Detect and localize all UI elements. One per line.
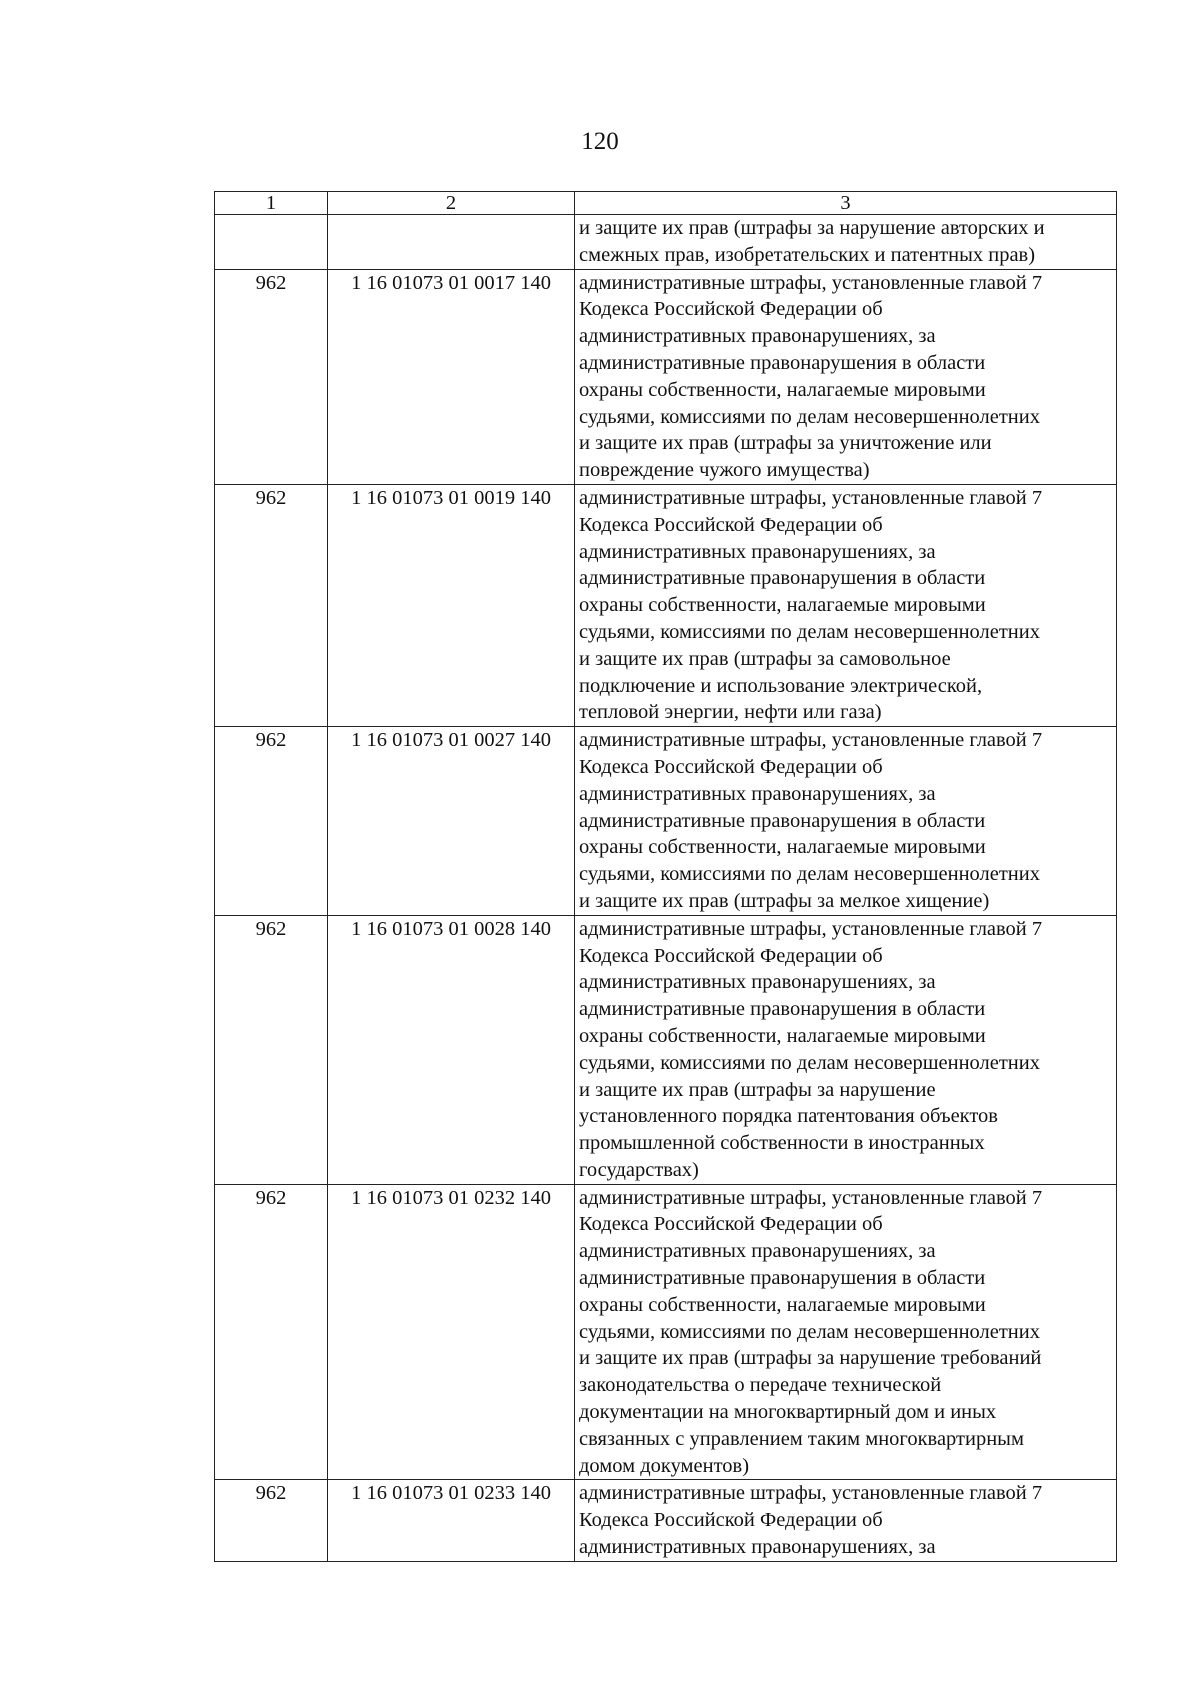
admin-code-cell: 962 — [215, 915, 328, 1184]
kbk-code-cell: 1 16 01073 01 0232 140 — [328, 1184, 575, 1480]
admin-code-cell — [215, 215, 328, 270]
admin-code-cell: 962 — [215, 484, 328, 726]
description-cell: административные штрафы, установленные главой 7 Кодекса Российской Федерации об административных правонарушениях, за административные правонарушения в области охраны собственности, налагаемые мировыми судьями, комиссиями по делам несовершеннолетних и защите их прав (штрафы за самовольное подключение и использование электрической, тепловой энергии, нефти или газа) — [575, 484, 1117, 726]
table-row — [215, 1184, 1117, 1480]
page-number: 120 — [581, 128, 619, 155]
description-cell: административные штрафы, установленные главой 7 Кодекса Российской Федерации об административных правонарушениях, за — [575, 1480, 1117, 1561]
column-header-2: 2 — [328, 192, 575, 215]
table-header-row — [215, 192, 1117, 215]
kbk-code-cell — [328, 215, 575, 270]
description-cell: и защите их прав (штрафы за нарушение авторских и смежных прав, изобретательских и патентных прав) — [575, 215, 1117, 270]
admin-code-cell: 962 — [215, 269, 328, 484]
kbk-code-cell: 1 16 01073 01 0027 140 — [328, 727, 575, 916]
description-cell: административные штрафы, установленные главой 7 Кодекса Российской Федерации об административных правонарушениях, за административные правонарушения в области охраны собственности, налагаемые мировыми судьями, комиссиями по делам несовершеннолетних и защите их прав (штрафы за мелкое хищение) — [575, 727, 1117, 916]
column-header-3: 3 — [575, 192, 1117, 215]
column-header-1: 1 — [215, 192, 328, 215]
table-row — [215, 915, 1117, 1184]
description-cell: административные штрафы, установленные главой 7 Кодекса Российской Федерации об административных правонарушениях, за административные правонарушения в области охраны собственности, налагаемые мировыми судьями, комиссиями по делам несовершеннолетних и защите их прав (штрафы за уничтожение или повреждение чужого имущества) — [575, 269, 1117, 484]
kbk-code-cell: 1 16 01073 01 0017 140 — [328, 269, 575, 484]
admin-code-cell: 962 — [215, 1480, 328, 1561]
table-row — [215, 215, 1117, 270]
admin-code-cell: 962 — [215, 1184, 328, 1480]
table-row — [215, 727, 1117, 916]
kbk-code-cell: 1 16 01073 01 0233 140 — [328, 1480, 575, 1561]
description-cell: административные штрафы, установленные главой 7 Кодекса Российской Федерации об административных правонарушениях, за административные правонарушения в области охраны собственности, налагаемые мировыми судьями, комиссиями по делам несовершеннолетних и защите их прав (штрафы за нарушение установленного порядка патентования объектов промышленной собственности в иностранных государствах) — [575, 915, 1117, 1184]
table-row — [215, 269, 1117, 484]
kbk-code-cell: 1 16 01073 01 0019 140 — [328, 484, 575, 726]
table-row — [215, 1480, 1117, 1561]
description-cell: административные штрафы, установленные главой 7 Кодекса Российской Федерации об административных правонарушениях, за административные правонарушения в области охраны собственности, налагаемые мировыми судьями, комиссиями по делам несовершеннолетних и защите их прав (штрафы за нарушение требований законодательства о передаче технической документации на многоквартирный дом и иных связанных с управлением таким многоквартирным домом документов) — [575, 1184, 1117, 1480]
kbk-code-cell: 1 16 01073 01 0028 140 — [328, 915, 575, 1184]
budget-code-table — [214, 191, 1117, 1562]
admin-code-cell: 962 — [215, 727, 328, 916]
table-row — [215, 484, 1117, 726]
